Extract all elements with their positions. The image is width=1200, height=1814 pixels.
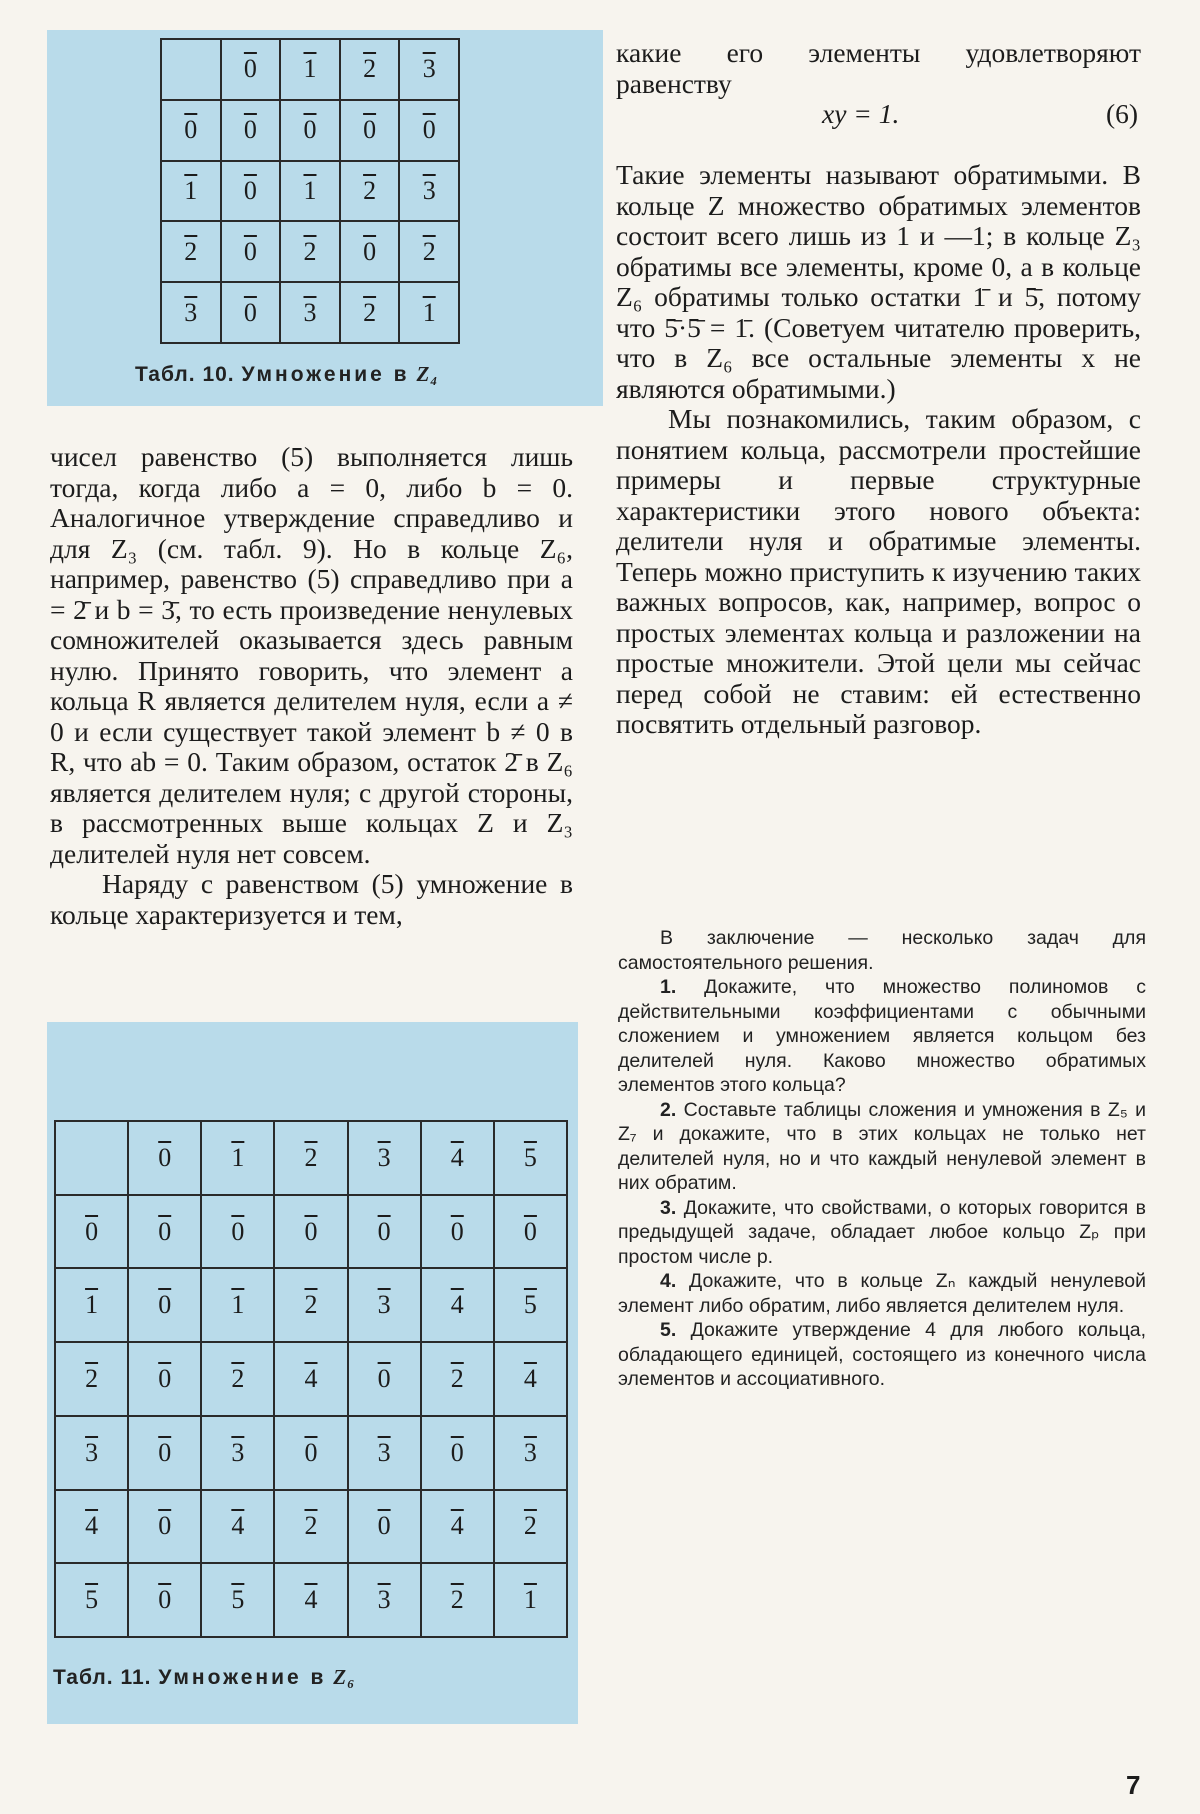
residue-value: 0 [304, 1216, 318, 1246]
table-cell [280, 282, 340, 343]
table-header-cell [161, 39, 221, 100]
table-header-row [161, 39, 459, 100]
table-cell [399, 282, 459, 343]
residue-value: 5 [85, 1585, 99, 1615]
residue-value: 2 [303, 236, 317, 266]
table-11-caption-text: Умножение в [158, 1666, 327, 1689]
equation-6-number: (6) [1106, 98, 1139, 129]
residue-value: 1 [422, 297, 436, 327]
residue-value: 0 [85, 1216, 99, 1246]
table-row [55, 1268, 567, 1342]
table-cell [55, 1563, 128, 1637]
task-number: 2. [660, 1098, 677, 1121]
table-cell [55, 1490, 128, 1564]
residue-value: 0 [243, 175, 257, 205]
table-header-cell [340, 39, 400, 100]
table-10-caption-text: Умножение в [241, 363, 410, 386]
table-cell [201, 1490, 274, 1564]
table-cell [280, 221, 340, 282]
table-10-caption-prefix: Табл. 10. [135, 363, 235, 386]
table-row [161, 221, 459, 282]
table-cell [348, 1268, 421, 1342]
residue-value: 0 [243, 236, 257, 266]
residue-value: 0 [377, 1511, 391, 1541]
table-row [161, 100, 459, 161]
residue-value: 0 [158, 1437, 172, 1467]
table-cell [399, 221, 459, 282]
left-paragraph-1: чисел равенство (5) выполняется лишь тогда, когда либо a = 0, либо b = 0. Аналогичное утверждение справедливо и для Z₃ (см. табл. 9). Но в кольце Z₆, например, равенство (5) справедливо при a = 2̄ и b = 3̄, то есть произведение ненулевых сомножителей оказывается здесь равным нулю. Принято говорить, что элемент a кольца R является делителем нуля, если a ≠ 0 и если существует такой элемент b ≠ 0 в R, что ab = 0. Таким образом, остаток 2̄ в Z₆ является делителем нуля; с другой стороны, в рассмотренных выше кольцах Z и Z₃ делителей нуля нет совсем. [50, 441, 573, 869]
table-cell [55, 1416, 128, 1490]
residue-value: 2 [184, 236, 198, 266]
residue-value: 4 [450, 1511, 464, 1541]
table-cell [340, 282, 400, 343]
residue-value: 0 [523, 1216, 537, 1246]
table-cell [161, 161, 221, 222]
table-row [55, 1416, 567, 1490]
residue-value: 0 [303, 115, 317, 145]
table-cell [201, 1195, 274, 1269]
table-cell [421, 1490, 494, 1564]
table-cell [55, 1342, 128, 1416]
residue-value: 1 [303, 175, 317, 205]
table-header-cell [280, 39, 340, 100]
table-cell [55, 1268, 128, 1342]
residue-value: 5 [523, 1142, 537, 1172]
task-item [618, 1196, 1146, 1270]
table-cell [494, 1268, 567, 1342]
table-cell [128, 1195, 201, 1269]
table-cell [161, 100, 221, 161]
table-row [55, 1563, 567, 1637]
residue-value: 1 [184, 175, 198, 205]
task-number: 1. [660, 976, 677, 998]
residue-value: 2 [363, 175, 377, 205]
table-cell [128, 1342, 201, 1416]
table-cell [494, 1195, 567, 1269]
right-intro-text: какие его элементы удовлетворяют равенству [616, 37, 1141, 99]
right-paragraph-2: Мы познакомились, таким образом, с понятием кольца, рассмотрели простейшие примеры и первые структурные характеристики этого нового объекта: делители нуля и обратимые элементы. Теперь можно приступить к изучению таких важных вопросов, как, например, вопрос о простых элементах кольца и разложении на простые множители. Этой цели мы сейчас перед собой не ставим: ей естественно посвятить отдельный разговор. [616, 403, 1141, 739]
table-10-caption [135, 362, 439, 387]
task-number: 5. [660, 1319, 677, 1341]
residue-value: 3 [184, 297, 198, 327]
table-cell [201, 1416, 274, 1490]
table-cell [494, 1563, 567, 1637]
table-cell [399, 100, 459, 161]
residue-value: 2 [363, 297, 377, 327]
page-number: 7 [1126, 1770, 1141, 1800]
residue-value: 3 [422, 54, 436, 84]
table-cell [399, 161, 459, 222]
table-cell [221, 100, 281, 161]
residue-value: 0 [158, 1585, 172, 1615]
task-text: Докажите, что множество полиномов с действительными коэффициентами с обычными сложением и умножением является кольцом без делителей нуля. Каково множество обратимых элементов этого кольца? [618, 976, 1146, 1096]
table-10-multiplication-z4 [160, 38, 460, 344]
residue-value: 3 [377, 1585, 391, 1615]
table-cell [280, 161, 340, 222]
residue-value: 4 [304, 1585, 318, 1615]
residue-value: 2 [85, 1363, 99, 1393]
table-cell [494, 1416, 567, 1490]
residue-value: 2 [450, 1363, 464, 1393]
residue-value: 0 [243, 297, 257, 327]
residue-value: 3 [523, 1437, 537, 1467]
table-cell [348, 1416, 421, 1490]
table-row [55, 1342, 567, 1416]
residue-value: 3 [85, 1437, 99, 1467]
table-11-caption-prefix: Табл. 11. [53, 1666, 152, 1689]
residue-value: 4 [450, 1290, 464, 1320]
table-cell [128, 1416, 201, 1490]
residue-value: 2 [304, 1511, 318, 1541]
table-header-cell [128, 1121, 201, 1195]
task-text: Составьте таблицы сложения и умножения в Z₅ и Z₇ и докажите, что в этих кольцах не только нет делителей нуля, но и что каждый ненулевой элемент в них обратим. [618, 1098, 1146, 1194]
task-item [618, 975, 1146, 1098]
table-cell [348, 1490, 421, 1564]
table-cell [340, 161, 400, 222]
residue-value: 0 [158, 1511, 172, 1541]
table-header-cell [421, 1121, 494, 1195]
residue-value: 3 [422, 175, 436, 205]
right-column-text [616, 160, 1141, 740]
table-cell [340, 100, 400, 161]
task-item [618, 1318, 1146, 1392]
table-cell [348, 1195, 421, 1269]
residue-value: 1 [303, 54, 317, 84]
table-header-cell [494, 1121, 567, 1195]
table-cell [348, 1563, 421, 1637]
table-header-cell [399, 39, 459, 100]
table-row [55, 1195, 567, 1269]
residue-value: 4 [231, 1511, 245, 1541]
table-cell [201, 1268, 274, 1342]
table-cell [128, 1563, 201, 1637]
table-header-cell [55, 1121, 128, 1195]
task-text: Докажите утверждение 4 для любого кольца, обладающего единицей, состоящего из конечного числа элементов и ассоциативного. [618, 1319, 1146, 1390]
task-item [618, 1098, 1146, 1196]
residue-value: 3 [377, 1142, 391, 1172]
residue-value: 0 [422, 115, 436, 145]
residue-value: 2 [450, 1585, 464, 1615]
left-column-text [50, 442, 573, 930]
table-cell [421, 1268, 494, 1342]
residue-value: 4 [450, 1142, 464, 1172]
table-cell [274, 1416, 347, 1490]
table-cell [221, 161, 281, 222]
residue-value: 2 [523, 1511, 537, 1541]
residue-value: 4 [523, 1363, 537, 1393]
residue-value: 0 [377, 1216, 391, 1246]
residue-value: 4 [304, 1363, 318, 1393]
residue-value: 0 [158, 1216, 172, 1246]
table-cell [494, 1490, 567, 1564]
residue-value: 0 [158, 1142, 172, 1172]
table-row [55, 1490, 567, 1564]
residue-value: 0 [243, 54, 257, 84]
equation-6: xy = 1. [822, 98, 900, 129]
table-cell [161, 221, 221, 282]
table-11-multiplication-z6 [54, 1120, 568, 1638]
table-header-cell [274, 1121, 347, 1195]
residue-value: 2 [304, 1142, 318, 1172]
table-header-row [55, 1121, 567, 1195]
right-paragraph-1: Такие элементы называют обратимыми. В кольце Z множество обратимых элементов состоит всего лишь из 1 и —1; в кольце Z₃ обратимы все элементы, кроме 0, а в кольце Z₆ обратимы только остатки 1̄ и 5̄, потому что 5̄·5̄ = 1̄. (Советуем читателю проверить, что в Z₆ все остальные элементы x не являются обратимыми.) [616, 159, 1141, 404]
residue-value: 5 [231, 1585, 245, 1615]
tasks-intro: В заключение — несколько задач для самостоятельного решения. [618, 927, 1146, 974]
residue-value: 0 [243, 115, 257, 145]
table-11-caption [53, 1665, 355, 1690]
residue-value: 3 [231, 1437, 245, 1467]
table-cell [348, 1342, 421, 1416]
residue-value: 1 [85, 1290, 99, 1320]
table-header-cell [221, 39, 281, 100]
table-header-cell [348, 1121, 421, 1195]
residue-value: 3 [377, 1290, 391, 1320]
table-row [161, 282, 459, 343]
table-cell [221, 282, 281, 343]
residue-value: 2 [304, 1290, 318, 1320]
table-11-caption-ring: Z₆ [333, 1665, 356, 1689]
table-cell [421, 1563, 494, 1637]
right-intro [616, 38, 1141, 99]
table-cell [340, 221, 400, 282]
residue-value: 0 [158, 1363, 172, 1393]
residue-value: 2 [363, 54, 377, 84]
task-text: Докажите, что свойствами, о которых говорится в предыдущей задаче, обладает любое кольцо Zₚ при простом числе p. [618, 1196, 1146, 1268]
table-cell [161, 282, 221, 343]
residue-value: 0 [363, 115, 377, 145]
residue-value: 1 [231, 1142, 245, 1172]
table-cell [274, 1195, 347, 1269]
table-cell [421, 1416, 494, 1490]
task-text: Докажите, что в кольце Zₙ каждый ненулевой элемент либо обратим, либо является делителем нуля. [618, 1270, 1146, 1317]
residue-value: 0 [231, 1216, 245, 1246]
table-cell [274, 1563, 347, 1637]
table-cell [128, 1268, 201, 1342]
task-item [618, 1269, 1146, 1318]
table-cell [201, 1563, 274, 1637]
residue-value: 0 [450, 1216, 464, 1246]
table-cell [494, 1342, 567, 1416]
residue-value: 2 [422, 236, 436, 266]
residue-value: 3 [303, 297, 317, 327]
residue-value: 0 [377, 1363, 391, 1393]
residue-value: 1 [523, 1585, 537, 1615]
residue-value: 2 [231, 1363, 245, 1393]
left-paragraph-2: Наряду с равенством (5) умножение в кольце характеризуется и тем, [50, 868, 573, 930]
residue-value: 0 [450, 1437, 464, 1467]
residue-value: 0 [304, 1437, 318, 1467]
table-cell [55, 1195, 128, 1269]
table-row [161, 161, 459, 222]
residue-value: 5 [523, 1290, 537, 1320]
tasks-section [618, 926, 1146, 1392]
table-cell [421, 1195, 494, 1269]
table-10-caption-ring: Z₄ [416, 362, 439, 386]
residue-value: 1 [231, 1290, 245, 1320]
residue-value: 4 [85, 1511, 99, 1541]
table-cell [274, 1268, 347, 1342]
table-cell [421, 1342, 494, 1416]
table-cell [274, 1342, 347, 1416]
task-number: 3. [660, 1196, 677, 1219]
table-cell [221, 221, 281, 282]
table-cell [280, 100, 340, 161]
table-cell [201, 1342, 274, 1416]
task-number: 4. [660, 1270, 677, 1292]
table-cell [274, 1490, 347, 1564]
residue-value: 0 [184, 115, 198, 145]
residue-value: 0 [363, 236, 377, 266]
table-cell [128, 1490, 201, 1564]
table-header-cell [201, 1121, 274, 1195]
residue-value: 3 [377, 1437, 391, 1467]
residue-value: 0 [158, 1290, 172, 1320]
